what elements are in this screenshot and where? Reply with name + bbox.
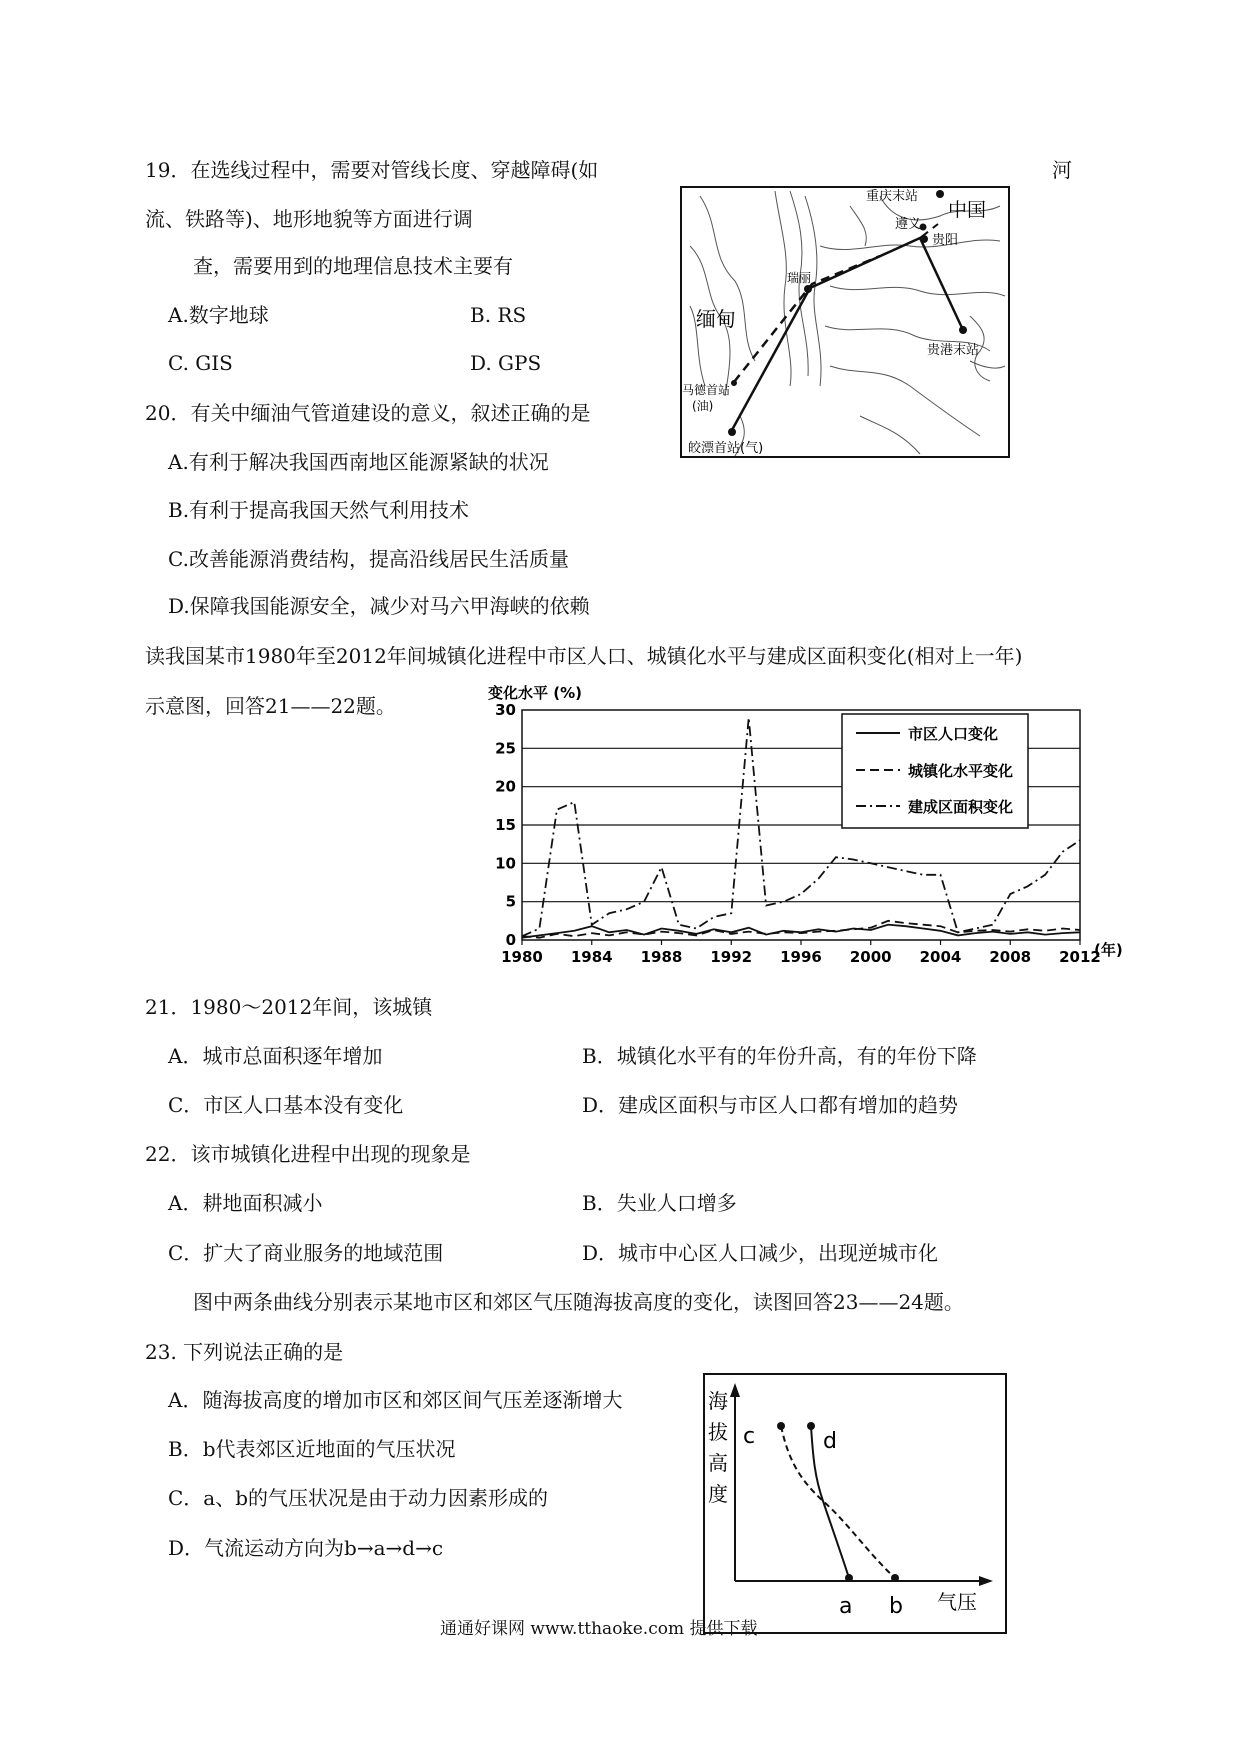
- y-label-char-2: 拔: [708, 1420, 728, 1444]
- x-tick-label-2012: 2012: [1059, 948, 1101, 966]
- x-tick-label-1980: 1980: [501, 948, 543, 966]
- label-b: b: [889, 1594, 903, 1619]
- guiyang-city: [920, 235, 928, 243]
- q20-stem: 20．有关中缅油气管道建设的意义，叙述正确的是: [145, 401, 591, 425]
- intro-21-22-line2: 示意图，回答21——22题。: [145, 694, 396, 718]
- y-tick-label-10: 10: [495, 854, 516, 873]
- q19-option-a: A.数字地球: [168, 303, 269, 327]
- chart-legend: [842, 714, 1028, 828]
- q19-option-d: D. GPS: [470, 351, 542, 375]
- map-label-oil: (油): [692, 399, 714, 413]
- x-tick-label-1984: 1984: [570, 948, 613, 966]
- q23-option-d: D．气流运动方向为b→a→d→c: [168, 1536, 444, 1560]
- label-c: c: [743, 1424, 756, 1449]
- map-label-ruili: 瑞丽: [787, 271, 812, 285]
- page-footer: 通通好课网 www.tthaoke.com 提供下载: [440, 1619, 758, 1639]
- legend-label-builtup: 建成区面积变化: [908, 798, 1014, 816]
- label-d: d: [823, 1429, 837, 1454]
- x-tick-label-2008: 2008: [989, 948, 1032, 966]
- y-tick-label-0: 0: [505, 931, 516, 949]
- map-label-kyaukpyu: 皎漂首站(气): [688, 441, 764, 456]
- map-label-madeo: 马德首站: [682, 383, 731, 397]
- y-label-char-4: 度: [708, 1482, 728, 1506]
- y-tick-label-20: 20: [495, 777, 516, 796]
- q19-stem-line3: 查，需要用到的地理信息技术主要有: [193, 254, 513, 278]
- pipeline-map: [680, 186, 1010, 458]
- y-label-char-3: 高: [708, 1451, 728, 1475]
- q19-stem-line2: 流、铁路等)、地形地貌等方面进行调: [145, 207, 473, 231]
- legend-label-urbanization: 城镇化水平变化: [908, 762, 1014, 780]
- urbanization-line-chart: [480, 684, 1130, 974]
- q19-option-b: B. RS: [470, 303, 527, 327]
- point-d: [807, 1422, 815, 1430]
- chart-xlabel: (年): [1094, 941, 1123, 959]
- x-tick-label-2004: 2004: [919, 948, 962, 966]
- ruili-city: [804, 285, 812, 293]
- q22-option-b: B．失业人口增多: [582, 1191, 737, 1215]
- x-axis-label: 气压: [937, 1590, 977, 1614]
- q21-option-a: A．城市总面积逐年增加: [168, 1044, 383, 1068]
- map-label-zunyi: 遵义: [895, 217, 922, 232]
- intro-21-22-line1: 读我国某市1980年至2012年间城镇化进程中市区人口、城镇化水平与建成区面积变化(相对上一年): [145, 644, 1023, 668]
- q20-option-c: C.改善能源消费结构，提高沿线居民生活质量: [168, 547, 569, 571]
- map-label-guigang: 贵港末站: [927, 343, 980, 358]
- point-c: [777, 1422, 785, 1430]
- x-tick-label-2000: 2000: [849, 948, 892, 966]
- intro-23-24: 图中两条曲线分别表示某地市区和郊区气压随海拔高度的变化，读图回答23——24题。: [193, 1290, 964, 1314]
- chart-y-tick-labels: [495, 701, 516, 949]
- q20-option-d: D.保障我国能源安全，减少对马六甲海峡的依赖: [168, 594, 590, 618]
- q21-option-b: B．城镇化水平有的年份升高，有的年份下降: [582, 1044, 977, 1068]
- q19-stem-line1: 19．在选线过程中，需要对管线长度、穿越障碍(如: [145, 158, 599, 182]
- map-label-guiyang: 贵阳: [932, 233, 959, 248]
- point-b: [891, 1574, 899, 1582]
- q23-option-c: C．a、b的气压状况是由于动力因素形成的: [168, 1486, 549, 1510]
- q20-option-b: B.有利于提高我国天然气利用技术: [168, 498, 470, 522]
- chart-ylabel: 变化水平 (%): [488, 684, 582, 702]
- pressure-altitude-figure: [703, 1373, 1008, 1635]
- q21-stem: 21．1980～2012年间，该城镇: [145, 995, 433, 1019]
- label-a: a: [839, 1594, 853, 1619]
- y-tick-label-30: 30: [495, 701, 516, 719]
- x-tick-label-1992: 1992: [710, 948, 753, 966]
- y-tick-label-5: 5: [505, 892, 516, 911]
- q23-option-a: A．随海拔高度的增加市区和郊区间气压差逐渐增大: [168, 1388, 623, 1412]
- q21-option-c: C．市区人口基本没有变化: [168, 1093, 404, 1117]
- chart-x-tick-labels: [501, 948, 1101, 966]
- y-label-char-1: 海: [708, 1389, 728, 1413]
- q22-stem: 22．该市城镇化进程中出现的现象是: [145, 1142, 471, 1166]
- map-label-myanmar: 缅甸: [696, 307, 736, 331]
- q19-stem-tail: 河: [1052, 158, 1072, 182]
- map-label-chongqing: 重庆末站: [866, 189, 919, 204]
- y-tick-label-25: 25: [495, 739, 516, 758]
- legend-label-population: 市区人口变化: [908, 725, 999, 743]
- q22-option-d: D．城市中心区人口减少，出现逆城市化: [582, 1241, 939, 1265]
- madeo-station: [731, 380, 737, 386]
- q22-option-a: A．耕地面积减小: [168, 1191, 323, 1215]
- q23-option-b: B．b代表郊区近地面的气压状况: [168, 1437, 456, 1461]
- guigang-station: [959, 326, 967, 334]
- x-tick-label-1988: 1988: [640, 948, 683, 966]
- q22-option-c: C．扩大了商业服务的地域范围: [168, 1241, 444, 1265]
- q23-stem: 23. 下列说法正确的是: [145, 1340, 344, 1364]
- series-line-1: [522, 921, 1080, 938]
- map-label-china: 中国: [948, 199, 987, 221]
- q19-option-c: C. GIS: [168, 351, 233, 375]
- q21-option-d: D．建成区面积与市区人口都有增加的趋势: [582, 1093, 959, 1117]
- chongqing-station: [936, 190, 944, 198]
- y-tick-label-15: 15: [495, 816, 516, 834]
- x-tick-label-1996: 1996: [780, 948, 822, 966]
- q20-option-a: A.有利于解决我国西南地区能源紧缺的状况: [168, 450, 549, 474]
- point-a: [845, 1574, 853, 1582]
- kyaukpyu-station: [728, 428, 736, 436]
